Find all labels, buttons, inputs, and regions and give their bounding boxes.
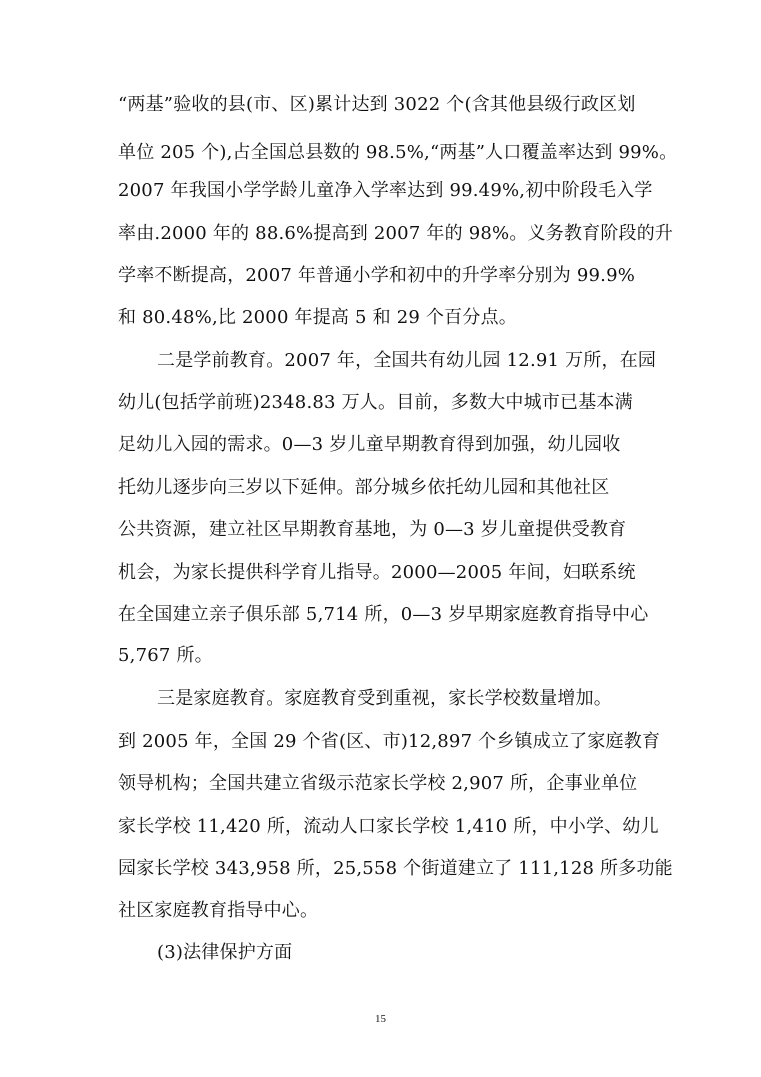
- text-line: 在全国建立亲子俱乐部 5,714 所，0—3 岁早期家庭教育指导中心: [118, 604, 649, 625]
- text-line: 园家长学校 343,958 所，25,558 个街道建立了 111,128 所多功能: [118, 858, 673, 879]
- section-heading: (3)法律保护方面: [157, 942, 293, 963]
- text-line: 社区家庭教育指导中心。: [118, 900, 319, 921]
- paragraph-start-line: 三是家庭教育。家庭教育受到重视，家长学校数量增加。: [157, 688, 612, 709]
- page-number: 15: [375, 1013, 386, 1025]
- text-line: 公共资源，建立社区早期教育基地，为 0—3 岁儿童提供受教育: [118, 519, 627, 540]
- text-line: 托幼儿逐步向三岁以下延伸。部分城乡依托幼儿园和其他社区: [118, 477, 610, 498]
- text-line: 和 80.48%,比 2000 年提高 5 和 29 个百分点。: [118, 307, 517, 328]
- text-line: 家长学校 11,420 所，流动人口家长学校 1,410 所，中小学、幼儿: [118, 816, 659, 837]
- text-line: 5,767 所。: [118, 645, 213, 666]
- text-line: 机会，为家长提供科学育儿指导。2000—2005 年间，妇联系统: [118, 562, 636, 583]
- text-line: 学率不断提高，2007 年普通小学和初中的升学率分别为 99.9%: [118, 265, 636, 286]
- text-line: 幼儿(包括学前班)2348.83 万人。目前，多数大中城市已基本满: [118, 392, 633, 413]
- text-line: “两基”验收的县(市、区)累计达到 3022 个(含其他县级行政区划: [118, 94, 636, 115]
- text-line: 率由.2000 年的 88.6%提高到 2007 年的 98%。义务教育阶段的升: [118, 223, 674, 244]
- text-line: 到 2005 年，全国 29 个省(区、市)12,897 个乡镇成立了家庭教育: [118, 731, 661, 752]
- text-line: 2007 年我国小学学龄儿童净入学率达到 99.49%,初中阶段毛入学: [118, 180, 653, 201]
- text-line: 单位 205 个),占全国总县数的 98.5%,“两基”人口覆盖率达到 99%。: [118, 142, 678, 163]
- text-line: 领导机构；全国共建立省级示范家长学校 2,907 所，企事业单位: [118, 773, 638, 794]
- text-line: 足幼儿入园的需求。0—3 岁儿童早期教育得到加强，幼儿园收: [118, 434, 621, 455]
- paragraph-start-line: 二是学前教育。2007 年，全国共有幼儿园 12.91 万所，在园: [157, 350, 657, 371]
